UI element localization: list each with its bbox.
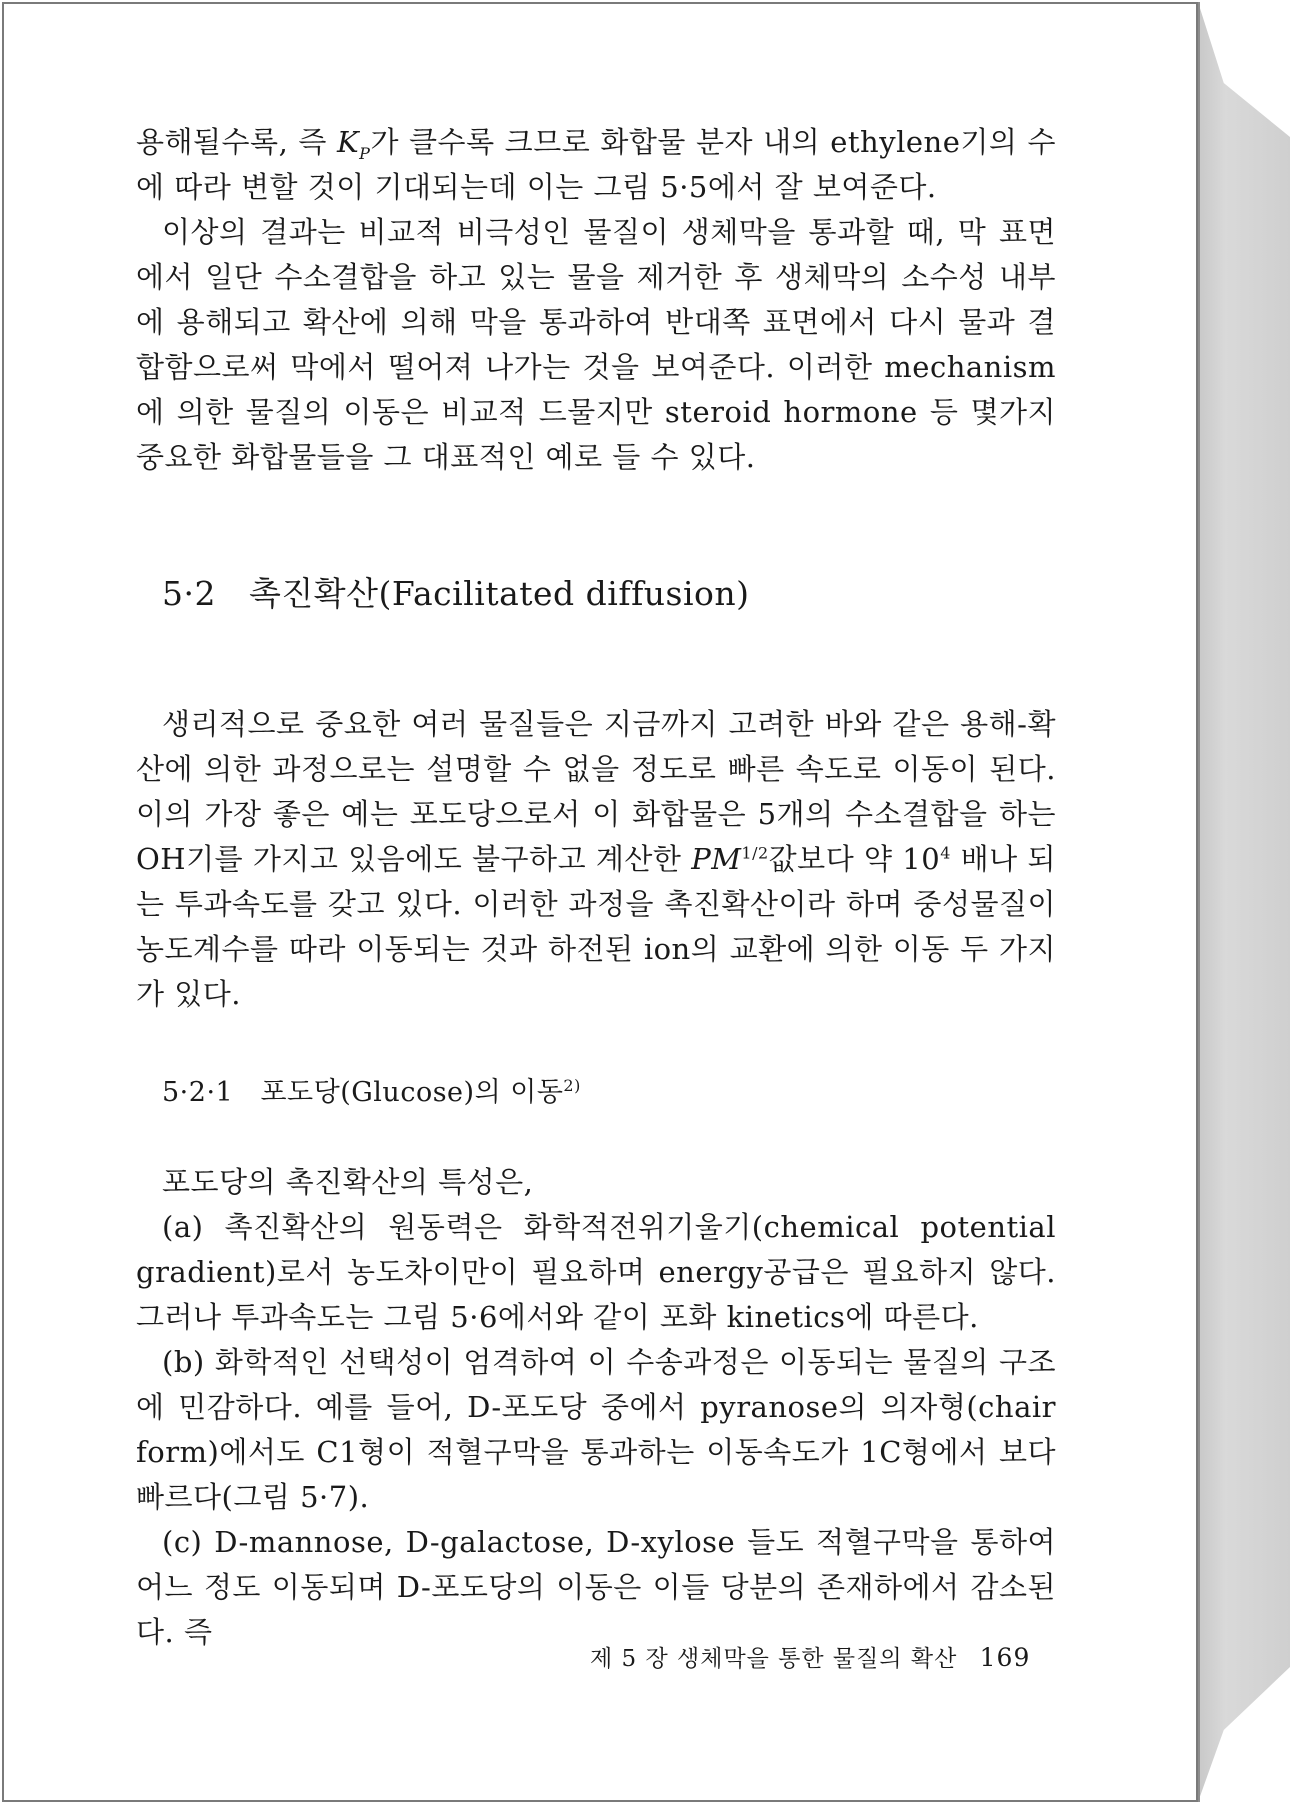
property-a: (a) 촉진확산의 원동력은 화학적전위기울기(chemical potential gradient)로서 농도차이만이 필요하며 energy공급은 필요하지 않다. 그러나 투과속도는 그림 5·6에서와 같이 포화 kinetics에 따른다. <box>136 1210 1056 1334</box>
page-spine <box>1198 2 1290 1802</box>
pm-symbol: PM <box>691 842 742 876</box>
paragraph-facilitated <box>136 702 1056 1017</box>
ten-exponent: 4 <box>940 843 951 863</box>
paragraph-continued <box>136 120 1056 480</box>
pm-exponent: 1/2 <box>741 843 769 863</box>
page-number: 169 <box>979 1643 1031 1672</box>
section-heading <box>162 568 750 615</box>
kp-subscript: P <box>359 143 371 163</box>
page-footer <box>590 1640 1030 1673</box>
subsection-number: 5·2·1 <box>162 1077 234 1108</box>
property-b: (b) 화학적인 선택성이 엄격하여 이 수송과정은 이동되는 물질의 구조에 민감하다. 예를 들어, D-포도당 중에서 pyranose의 의자형(chair form)에서도 C1형이 적혈구막을 통과하는 이동속도가 1C형에서 보다 빠르다(그림 5·7). <box>136 1345 1056 1514</box>
paragraph-mechanism: 이상의 결과는 비교적 비극성인 물질이 생체막을 통과할 때, 막 표면에서 일단 수소결합을 하고 있는 물을 제거한 후 생체막의 소수성 내부에 용해되고 확산에 의해 막을 통과하여 반대쪽 표면에서 다시 물과 결합함으로써 막에서 떨어져 나가는 것을 보여준다. 이러한 mechanism에 의한 물질의 이동은 비교적 드물지만 steroid hormone 등 몇가지 중요한 화합물들을 그 대표적인 예로 들 수 있다. <box>136 215 1056 474</box>
properties-intro: 포도당의 촉진확산의 특성은, <box>162 1165 534 1199</box>
para3-text-b: 값보다 약 10 <box>768 842 941 876</box>
para1-text-a: 용해될수록, 즉 <box>136 125 337 159</box>
subsection-reference: 2) <box>563 1076 581 1095</box>
subsection-heading <box>162 1070 581 1109</box>
kp-symbol: K <box>337 125 360 159</box>
glucose-properties <box>136 1160 1056 1655</box>
chapter-running-title: 제 5 장 생체막을 통한 물질의 확산 <box>590 1646 958 1672</box>
para3-text-a: 생리적으로 중요한 여러 물질들은 지금까지 고려한 바와 같은 용해-확산에 의한 과정으로는 설명할 수 없을 정도로 빠른 속도로 이동이 된다. 이의 가장 좋은 예는 포도당으로서 이 화합물은 5개의 수소결합을 하는 OH기를 가지고 있음에도 불구하고 계산한 <box>136 707 1056 876</box>
property-c: (c) D-mannose, D-galactose, D-xylose 들도 적혈구막을 통하여 어느 정도 이동되며 D-포도당의 이동은 이들 당분의 존재하에서 감소된다. 즉 <box>136 1525 1056 1649</box>
page-spine-edge <box>1198 2 1200 1802</box>
section-number: 5·2 <box>162 574 216 613</box>
para3-text-c: 배나 되는 투과속도를 갖고 있다. 이러한 과정을 촉진확산이라 하며 중성물질이 농도계수를 따라 이동되는 것과 하전된 ion의 교환에 의한 이동 두 가지가 있다. <box>136 842 1056 1011</box>
para1-text-b: 가 클수록 크므로 화합물 분자 내의 ethylene기의 수 에 따라 변할 것이 기대되는데 이는 그림 5·5에서 잘 보여준다. <box>136 125 1056 204</box>
subsection-title: 포도당(Glucose)의 이동 <box>260 1077 564 1108</box>
section-title: 촉진확산(Facilitated diffusion) <box>248 574 750 613</box>
